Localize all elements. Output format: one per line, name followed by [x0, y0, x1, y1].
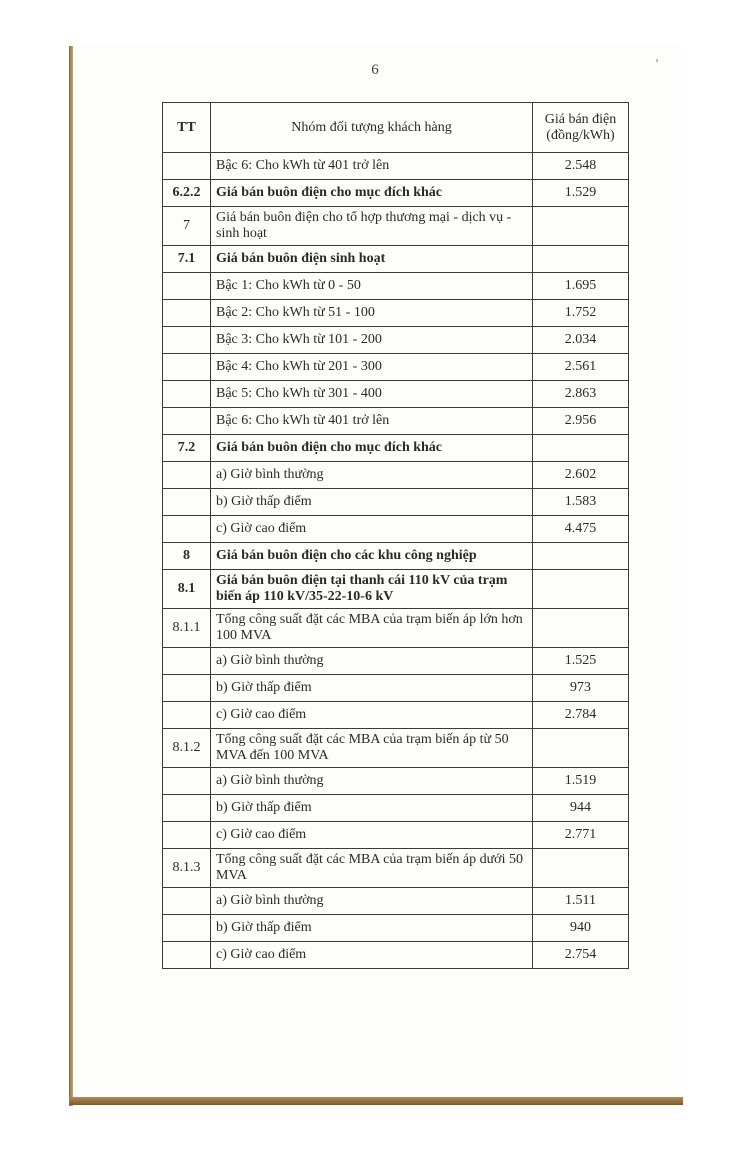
row-price: 1.529 — [533, 180, 629, 207]
row-price — [533, 543, 629, 570]
row-label: a) Giờ bình thường — [211, 462, 533, 489]
row-price: 2.034 — [533, 327, 629, 354]
row-tt — [163, 408, 211, 435]
row-label: Bậc 5: Cho kWh từ 301 - 400 — [211, 381, 533, 408]
row-label: a) Giờ bình thường — [211, 888, 533, 915]
table-row — [163, 888, 629, 915]
row-price: 2.784 — [533, 702, 629, 729]
row-price — [533, 207, 629, 246]
row-price — [533, 570, 629, 609]
table-row — [163, 822, 629, 849]
header-customer-group: Nhóm đối tượng khách hàng — [211, 103, 533, 153]
table-row — [163, 354, 629, 381]
header-tt: TT — [163, 103, 211, 153]
row-price — [533, 246, 629, 273]
table-header-row — [163, 103, 629, 153]
table-row — [163, 516, 629, 543]
table-body — [163, 153, 629, 969]
row-tt — [163, 489, 211, 516]
row-label: Giá bán buôn điện cho mục đích khác — [211, 435, 533, 462]
row-price — [533, 729, 629, 768]
row-tt — [163, 648, 211, 675]
row-label: Bậc 1: Cho kWh từ 0 - 50 — [211, 273, 533, 300]
row-label: Giá bán buôn điện cho các khu công nghiệp — [211, 543, 533, 570]
row-tt — [163, 153, 211, 180]
row-price: 1.752 — [533, 300, 629, 327]
row-tt — [163, 327, 211, 354]
table-row — [163, 273, 629, 300]
row-price: 2.771 — [533, 822, 629, 849]
row-price: 1.525 — [533, 648, 629, 675]
header-price: Giá bán điện (đồng/kWh) — [533, 103, 629, 153]
row-price: 944 — [533, 795, 629, 822]
table-row — [163, 915, 629, 942]
row-tt — [163, 888, 211, 915]
row-tt — [163, 675, 211, 702]
table-row — [163, 435, 629, 462]
table-row — [163, 648, 629, 675]
page-left-edge — [69, 46, 73, 1106]
row-price: 4.475 — [533, 516, 629, 543]
row-tt — [163, 516, 211, 543]
table-row — [163, 381, 629, 408]
row-price: 2.956 — [533, 408, 629, 435]
row-label: Bậc 3: Cho kWh từ 101 - 200 — [211, 327, 533, 354]
row-price: 2.548 — [533, 153, 629, 180]
table-row — [163, 300, 629, 327]
table-row — [163, 327, 629, 354]
table-row — [163, 462, 629, 489]
row-tt — [163, 942, 211, 969]
row-tt — [163, 702, 211, 729]
row-tt: 8 — [163, 543, 211, 570]
row-tt: 8.1 — [163, 570, 211, 609]
row-tt: 8.1.2 — [163, 729, 211, 768]
row-price: 940 — [533, 915, 629, 942]
row-tt — [163, 381, 211, 408]
table-row — [163, 180, 629, 207]
corner-mark: ' — [656, 56, 659, 70]
table-row — [163, 543, 629, 570]
row-tt — [163, 915, 211, 942]
row-tt — [163, 300, 211, 327]
table-row — [163, 609, 629, 648]
row-label: c) Giờ cao điểm — [211, 702, 533, 729]
row-price: 1.583 — [533, 489, 629, 516]
row-label: Tổng công suất đặt các MBA của trạm biến áp lớn hơn 100 MVA — [211, 609, 533, 648]
row-tt — [163, 273, 211, 300]
row-price: 1.511 — [533, 888, 629, 915]
row-price — [533, 609, 629, 648]
page-bottom-edge — [69, 1097, 683, 1105]
row-label: c) Giờ cao điểm — [211, 516, 533, 543]
table-row — [163, 489, 629, 516]
row-tt — [163, 462, 211, 489]
row-label: Bậc 2: Cho kWh từ 51 - 100 — [211, 300, 533, 327]
table-row — [163, 207, 629, 246]
row-tt — [163, 822, 211, 849]
row-price: 1.519 — [533, 768, 629, 795]
row-label: Bậc 6: Cho kWh từ 401 trở lên — [211, 153, 533, 180]
table-row — [163, 942, 629, 969]
row-price: 973 — [533, 675, 629, 702]
table-row — [163, 795, 629, 822]
row-tt — [163, 795, 211, 822]
table-row — [163, 570, 629, 609]
row-price — [533, 435, 629, 462]
table-row — [163, 729, 629, 768]
table-row — [163, 675, 629, 702]
row-tt: 7 — [163, 207, 211, 246]
page-number: 6 — [371, 62, 379, 78]
row-label: c) Giờ cao điểm — [211, 942, 533, 969]
row-tt: 7.2 — [163, 435, 211, 462]
row-label: c) Giờ cao điểm — [211, 822, 533, 849]
row-tt — [163, 354, 211, 381]
row-price: 1.695 — [533, 273, 629, 300]
row-price — [533, 849, 629, 888]
table-row — [163, 153, 629, 180]
row-price: 2.863 — [533, 381, 629, 408]
row-tt: 6.2.2 — [163, 180, 211, 207]
row-label: Tổng công suất đặt các MBA của trạm biến áp dưới 50 MVA — [211, 849, 533, 888]
row-label: Giá bán buôn điện cho mục đích khác — [211, 180, 533, 207]
row-label: Bậc 4: Cho kWh từ 201 - 300 — [211, 354, 533, 381]
electricity-price-table — [162, 102, 629, 969]
row-label: Tổng công suất đặt các MBA của trạm biến áp từ 50 MVA đến 100 MVA — [211, 729, 533, 768]
row-tt — [163, 768, 211, 795]
table-row — [163, 768, 629, 795]
row-price: 2.602 — [533, 462, 629, 489]
row-label: Giá bán buôn điện tại thanh cái 110 kV của trạm biến áp 110 kV/35-22-10-6 kV — [211, 570, 533, 609]
row-tt: 7.1 — [163, 246, 211, 273]
row-label: b) Giờ thấp điểm — [211, 795, 533, 822]
row-label: a) Giờ bình thường — [211, 768, 533, 795]
row-tt: 8.1.3 — [163, 849, 211, 888]
table-row — [163, 408, 629, 435]
row-label: b) Giờ thấp điểm — [211, 489, 533, 516]
row-label: Bậc 6: Cho kWh từ 401 trở lên — [211, 408, 533, 435]
row-tt: 8.1.1 — [163, 609, 211, 648]
row-price: 2.561 — [533, 354, 629, 381]
row-label: Giá bán buôn điện sinh hoạt — [211, 246, 533, 273]
row-label: Giá bán buôn điện cho tổ hợp thương mại - dịch vụ - sinh hoạt — [211, 207, 533, 246]
row-label: a) Giờ bình thường — [211, 648, 533, 675]
row-price: 2.754 — [533, 942, 629, 969]
table-row — [163, 849, 629, 888]
row-label: b) Giờ thấp điểm — [211, 915, 533, 942]
table-row — [163, 246, 629, 273]
row-label: b) Giờ thấp điểm — [211, 675, 533, 702]
table-row — [163, 702, 629, 729]
